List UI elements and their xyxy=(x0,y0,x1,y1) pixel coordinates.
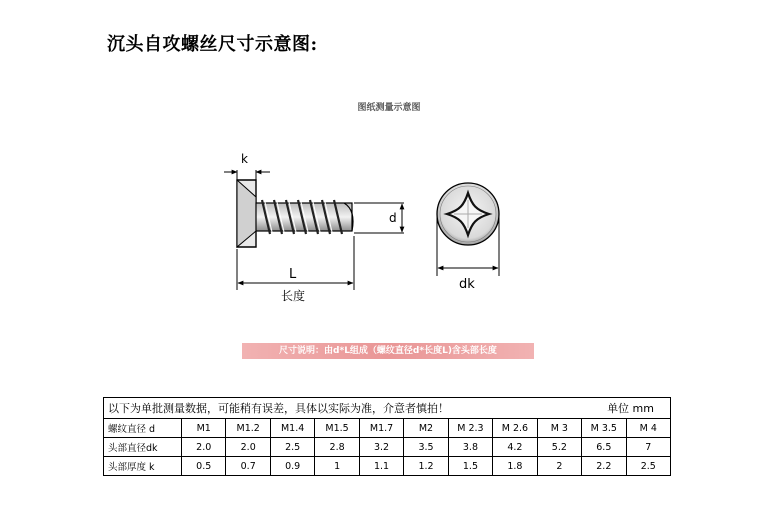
table-cell: M1.4 xyxy=(270,419,314,438)
table-notice-cell xyxy=(104,398,671,419)
k-dimension xyxy=(224,170,270,180)
table-cell: M 2.6 xyxy=(493,419,537,438)
table-cell: 1.1 xyxy=(359,457,403,476)
table-cell: M1.2 xyxy=(226,419,270,438)
page-title: 沉头自攻螺丝尺寸示意图: xyxy=(107,34,318,55)
table-cell: M1.5 xyxy=(315,419,359,438)
table-cell: 2 xyxy=(537,457,581,476)
dimension-note-banner: 尺寸说明：由d*L组成（螺纹直径d*长度L)含头部长度 xyxy=(242,343,534,359)
table-row xyxy=(104,457,671,476)
notice-text: 以下为单批测量数据，可能稍有误差，具体以实际为准，介意者慎拍！ xyxy=(108,402,449,415)
table-cell: M2 xyxy=(404,419,448,438)
spec-table xyxy=(103,397,671,476)
drawing-caption: 图纸测量示意图 xyxy=(357,103,421,113)
row-label: 头部直径dk xyxy=(104,438,182,457)
table-cell: M 2.3 xyxy=(448,419,492,438)
table-cell: 5.2 xyxy=(537,438,581,457)
table-cell: 3.8 xyxy=(448,438,492,457)
screw-head-top-view xyxy=(437,183,499,245)
table-cell: 0.7 xyxy=(226,457,270,476)
table-cell: 1.8 xyxy=(493,457,537,476)
table-cell: 3.2 xyxy=(359,438,403,457)
table-cell: 6.5 xyxy=(582,438,626,457)
d-label: d xyxy=(389,211,397,225)
unit-label: 单位 mm xyxy=(607,402,654,415)
dk-label: dk xyxy=(459,277,475,292)
table-cell: 3.5 xyxy=(404,438,448,457)
table-cell: 7 xyxy=(626,438,670,457)
row-label: 头部厚度 k xyxy=(104,457,182,476)
table-cell: 2.5 xyxy=(626,457,670,476)
table-row xyxy=(104,438,671,457)
table-cell: 1.2 xyxy=(404,457,448,476)
table-cell: 2.5 xyxy=(270,438,314,457)
table-cell: M1.7 xyxy=(359,419,403,438)
table-cell: 2.2 xyxy=(582,457,626,476)
table-notice-row xyxy=(104,398,671,419)
k-label: k xyxy=(241,152,248,166)
screw-side-view xyxy=(237,180,353,247)
l-label: L xyxy=(289,267,297,282)
row-label: 螺纹直径 d xyxy=(104,419,182,438)
table-cell: 4.2 xyxy=(493,438,537,457)
table-cell: M 4 xyxy=(626,419,670,438)
table-cell: 2.0 xyxy=(226,438,270,457)
table-cell: 1.5 xyxy=(448,457,492,476)
table-row xyxy=(104,419,671,438)
table-cell: M 3.5 xyxy=(582,419,626,438)
table-cell: 2.8 xyxy=(315,438,359,457)
table-cell: M 3 xyxy=(537,419,581,438)
table-cell: M1 xyxy=(182,419,226,438)
table-cell: 0.5 xyxy=(182,457,226,476)
table-cell: 1 xyxy=(315,457,359,476)
length-label: 长度 xyxy=(281,289,306,303)
table-cell: 0.9 xyxy=(270,457,314,476)
table-cell: 2.0 xyxy=(182,438,226,457)
